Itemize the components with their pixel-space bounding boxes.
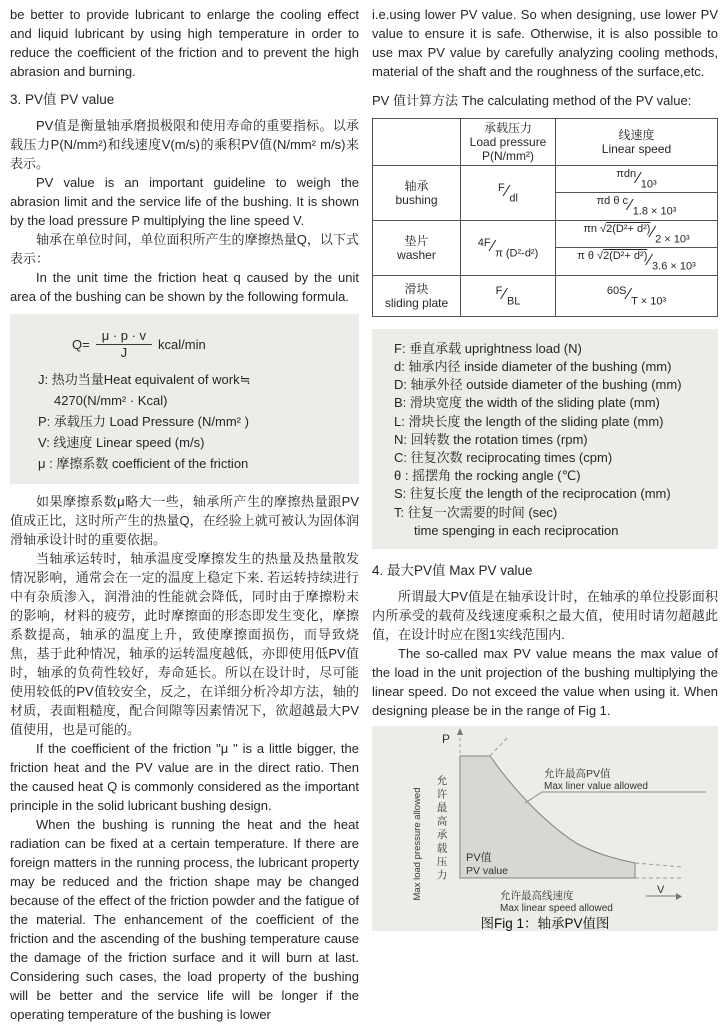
formula-def-line: P: 承载压力 Load Pressure (N/mm² ) [38, 414, 249, 429]
para-cn-unit-heat: 轴承在单位时间，单位面积所产生的摩擦热量Q，以下式表示： [10, 232, 359, 266]
figure-pv-chart [372, 726, 718, 931]
pv-chart-svg [372, 726, 718, 931]
para-cn-pv-definition: PV值是衡量轴承磨损极限和使用寿命的重要指标。以承载压力P(N/mm²)和线速度V(m/s)的乘积PV值(N/mm² m/s)来表示。 [10, 118, 359, 171]
table-row-sliding-plate [373, 275, 717, 316]
p-axis-label: P [442, 731, 451, 746]
formula-fraction [96, 328, 152, 361]
header-line: P(N/mm²) [482, 149, 534, 163]
definition-line: θ : 摇摆角 the rocking angle (℃) [394, 468, 581, 484]
speed-formula-1: πdn∕10³ [616, 168, 657, 191]
formula-def-line: μ : 摩擦系数 coefficient of the friction [38, 456, 249, 471]
table-header-linear-speed [555, 119, 717, 165]
formula-numerator: μ · p · v [96, 328, 152, 345]
row-label [373, 221, 460, 275]
symbol-definitions-box [372, 329, 718, 549]
p-axis-arrow [457, 728, 463, 735]
figure-caption: 图Fig 1：轴承PV值图 [480, 915, 610, 931]
x-axis-label-cn: 允许最高线速度 [500, 889, 574, 902]
curve-end-dashed-upper [635, 863, 682, 867]
speed-formulas [555, 166, 717, 220]
row-label-cn: 滑块 [404, 281, 429, 296]
pressure-formula: F∕dl [460, 166, 555, 220]
pressure-formula: 4F∕π (D²-d²) [460, 221, 555, 275]
table-header-load-pressure [460, 119, 555, 165]
region-label-cn: PV值 [466, 851, 492, 864]
speed-formulas [555, 221, 717, 275]
annotation-en: Max liner value allowed [544, 780, 648, 792]
header-line: Linear speed [601, 142, 672, 156]
formula-def-line: V: 线速度 Linear speed (m/s) [38, 435, 205, 450]
plateau-dashed-extension [490, 738, 507, 756]
right-column [372, 5, 718, 931]
table-header-empty [373, 119, 460, 165]
para-cn-max-pv: 所谓最大PV值是在轴承设计时，在轴承的单位投影面积内所承受的载荷及线速度乘积之最大值，使用时请勿超越此值，在设计时应在图1实线范围内. [372, 588, 718, 642]
formula-unit: kcal/min [158, 337, 206, 352]
definition-line: L: 滑块长度 the length of the sliding plate (mm) [394, 413, 664, 429]
pressure-formula: F∕BL [460, 276, 555, 316]
pv-calculation-table [372, 118, 718, 317]
section-heading-4: 4. 最大PV值 Max PV value [372, 562, 533, 578]
annotation-cn: 允许最高PV值 [544, 767, 611, 780]
x-axis-label-en: Max linear speed allowed [500, 902, 613, 914]
speed-formulas: 60S∕T × 10³ [555, 276, 717, 316]
header-line: 线速度 [618, 128, 655, 142]
para-en-pv-definition: PV value is an important guideline to weigh the abrasion limit and the service life of the bushing. It is shown by the load pressure P multiplying the line speed V. [10, 175, 359, 228]
speed-formula-2: π θ √2(D²+ d²)∕3.6 × 10³ [556, 247, 717, 274]
v-axis-label: V [657, 883, 665, 896]
v-axis-arrow [676, 893, 682, 900]
formula-denominator: J [120, 345, 128, 360]
formula-def-line: 4270(N/mm² · Kcal) [54, 393, 168, 408]
row-label-en: bushing [395, 192, 438, 207]
header-line: Load pressure [469, 135, 547, 149]
row-label-en: sliding plate [384, 295, 449, 310]
header-line: 承载压力 [483, 121, 532, 135]
formula-q [72, 328, 345, 361]
row-label [373, 276, 460, 316]
para-continuation-left: be better to provide lubricant to enlarge the cooling effect and liquid lubricant by using high temperature in order to reduce the coefficient of the friction and to prevent the high abrasion and burning. [10, 7, 359, 79]
row-label [373, 166, 460, 220]
para-en-friction-ratio: If the coefficient of the friction "μ " is a little bigger, the friction heat and the PV value are in the direct ratio. Then the caused heat Q is commonly considered as the important principle in the solid lubricant bushing design. [10, 741, 359, 813]
section-heading-3: 3. PV值 PV value [10, 92, 115, 107]
row-label-en: washer [397, 247, 436, 262]
para-cn-friction-ratio: 如果摩擦系数μ略大一些，轴承所产生的摩擦热量跟PV值成正比，这时所产生的热量Q，在经验上就可被认为固体润滑轴承设计时的重要依据。 [10, 494, 359, 547]
y-axis-label-en: Max load pressure allowed [412, 787, 423, 901]
region-label-en: PV value [466, 864, 509, 877]
definition-line: T: 往复一次需要的时间 (sec) [394, 504, 558, 520]
definition-line: D: 轴承外径 outside diameter of the bushing (mm) [394, 377, 682, 393]
definition-line: F: 垂直承载 uprightness load (N) [394, 340, 582, 356]
para-en-max-pv: The so-called max PV value means the max value of the load in the unit projection of the bushing multiplying the linear speed. Do not exceed the value when using it. When designing please be in the range of Fig 1. [372, 645, 718, 718]
y-axis-label-cn: 允许最高承载压力 [436, 774, 448, 882]
speed-formula-2: πd θ c∕1.8 × 10³ [556, 192, 717, 219]
table-row-washer [373, 220, 717, 275]
speed-formula-1: πn √2(D²+ d²)∕2 × 10³ [583, 222, 690, 246]
definition-line: C: 往复次数 reciprocating times (cpm) [394, 449, 613, 465]
para-continuation-right: i.e.using lower PV value. So when designing, use lower PV value to ensure it is safe. Otherwise, it is also possible to use max PV value by carefully analyzing cooling methods, material of the shaft and the roughness of the surface,etc. [372, 7, 718, 79]
table-row-bushing [373, 165, 717, 220]
para-cn-running: 当轴承运转时，轴承温度受摩擦发生的热量及热量散发情况影响，通常会在一定的温度上稳定下来. 若运转持续进行中有杂质渗入，润滑油的性能就会降低，同时由于摩擦粉末的影响，材料的疲劳，此时摩擦面的形态即发生变化，摩擦系数提高，轴承的温度上升，致使摩擦面损伤，而导致烧焦，基于此种情况，轴承的运转温度越低，亦即使用低PV值时，轴承的负荷性较好，寿命延长。所以在设计时，尽可能使用较低的PV值较安全，反之，在详细分析冷却方法，轴的材质，表面粗糙度，配合间隙等因素情况下，欲超越最大PV值使用，也是可能的。 [10, 551, 359, 737]
annotation-leader [525, 792, 706, 803]
definition-line: time spenging in each reciprocation [414, 522, 619, 538]
left-column [10, 5, 359, 1024]
row-label-cn: 轴承 [404, 178, 429, 193]
definition-line: d: 轴承内径 inside diameter of the bushing (mm) [394, 358, 672, 374]
friction-heat-formula-box [10, 314, 359, 484]
formula-prefix: Q= [72, 337, 90, 352]
formula-def-line: J: 热功当量Heat equivalent of work≒ [38, 372, 251, 387]
table-header-row [373, 119, 717, 165]
para-en-running: When the bushing is running the heat and the heat radiation can be fixed at a certain temperature. If there are foreign matters in the running process, the lubricant property may be reduced and the friction shape may be changed because of the effect of the friction powder and the fatigue of the material. The enhancement of the coefficient of the friction and the ascending of the bushing temperature cause the damage of the friction surface and it will burn at last. Considering such cases, the load property of the bushing will be better and the service life will be longer if the operating temperature of the bushing is lower [10, 817, 359, 1022]
calc-method-heading: PV 值计算方法 The calculating method of the PV value: [372, 93, 692, 108]
definition-line: N: 回转数 the rotation times (rpm) [394, 431, 588, 447]
row-label-cn: 垫片 [404, 233, 429, 248]
definition-line: S: 往复长度 the length of the reciprocation (mm) [394, 486, 671, 502]
definition-line: B: 滑块宽度 the width of the sliding plate (mm) [394, 395, 660, 411]
para-en-unit-heat: In the unit time the friction heat q caused by the unit area of the bushing can be shown by the following formula. [10, 270, 359, 304]
